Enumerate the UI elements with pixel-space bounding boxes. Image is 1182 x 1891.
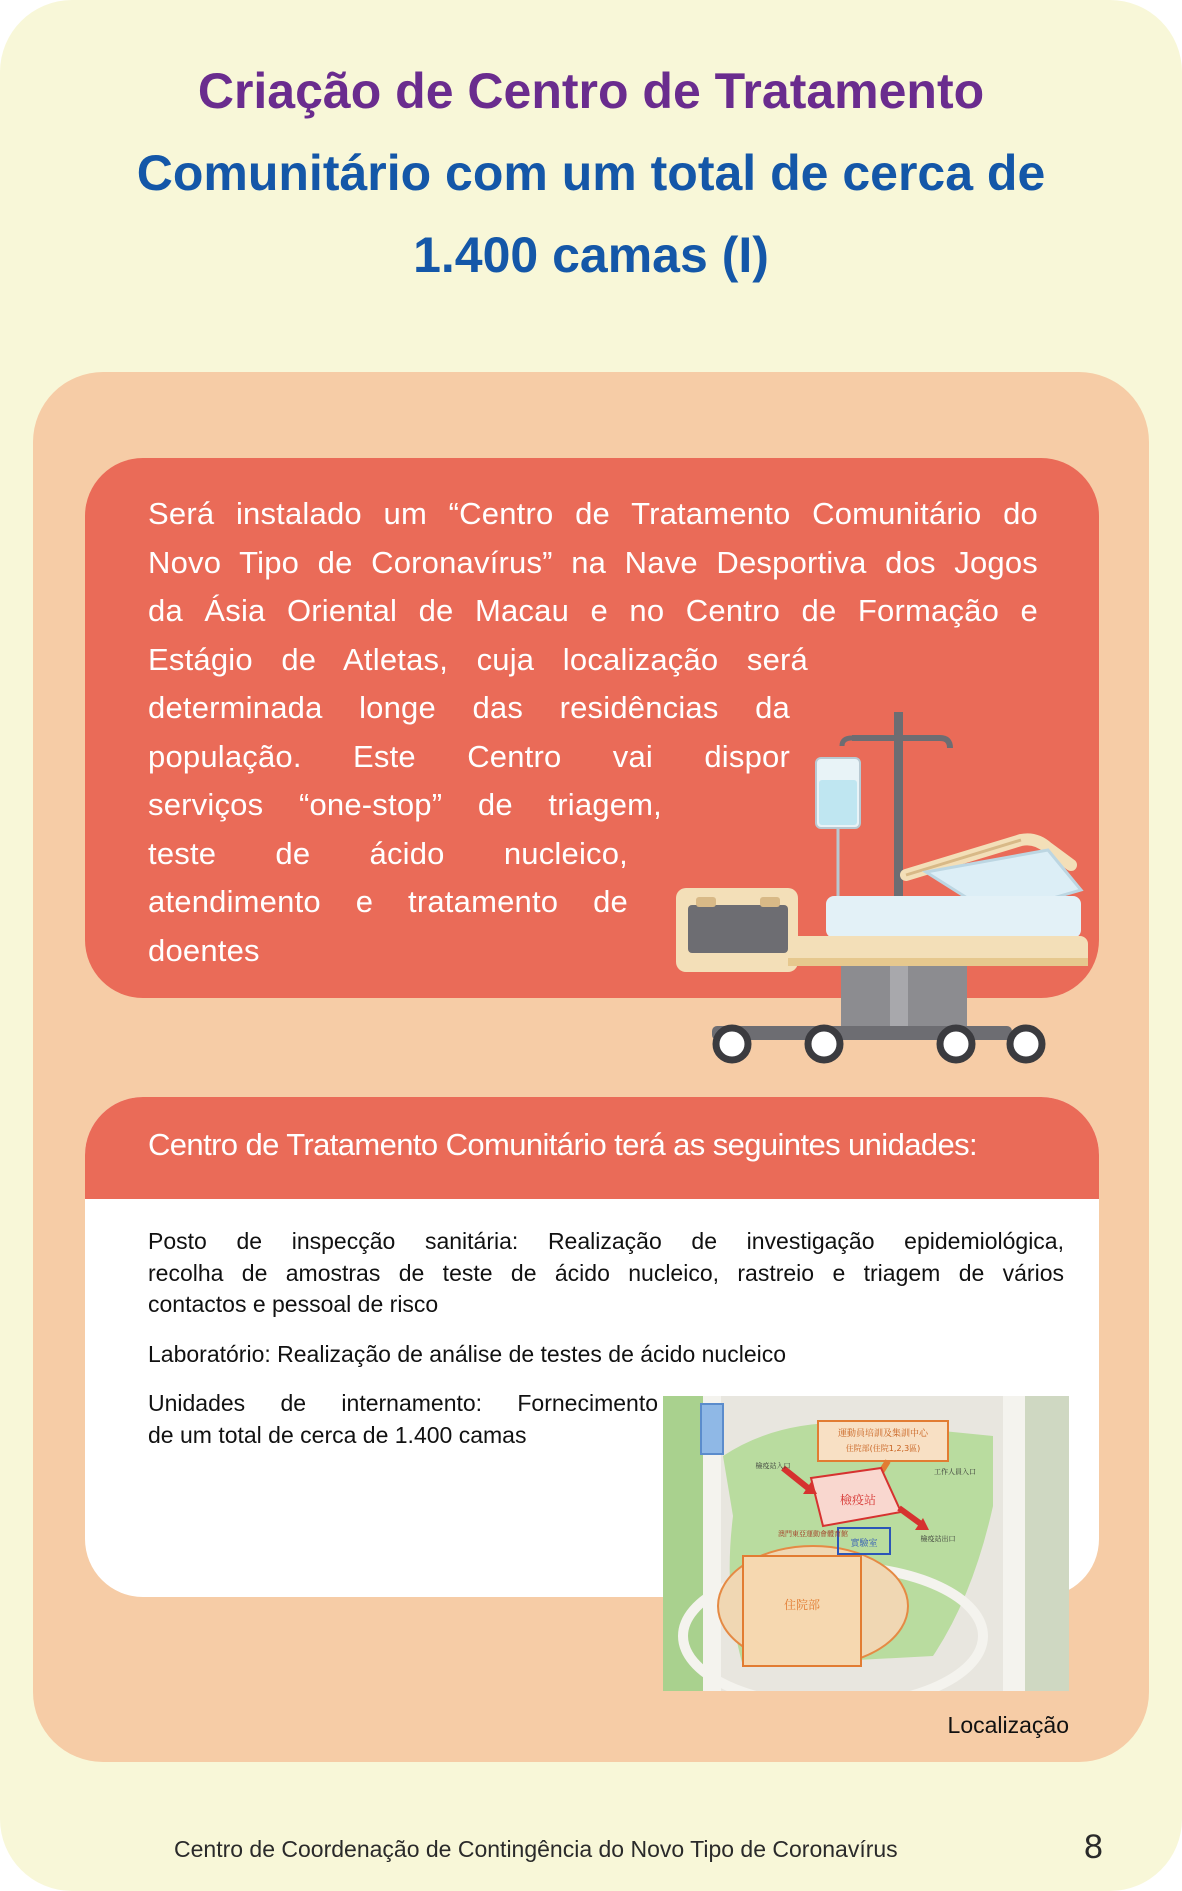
- map-label-inpatient-dome: 住院部: [783, 1598, 821, 1612]
- map-label-exit: 檢疫站出口: [920, 1535, 956, 1543]
- map-label-inspection-station: 檢疫站: [839, 1493, 877, 1507]
- intro-line: determinada longe das residências da: [148, 690, 790, 725]
- footer-text: Centro de Coordenação de Contingência do Novo Tipo de Coronavírus: [174, 1836, 898, 1862]
- map-label-inspection-entrance: 檢疫站入口: [755, 1462, 791, 1470]
- intro-line: doentes: [148, 932, 260, 968]
- title-line-3: 1.400 camas (I): [413, 227, 769, 283]
- intro-line: Estágio de Atletas, cuja localização será: [148, 641, 808, 677]
- title-line-2: Comunitário com um total de cerca de: [136, 145, 1046, 201]
- map-label-staff-entrance: 工作人員入口: [934, 1468, 976, 1476]
- location-map: [663, 1396, 1069, 1691]
- unit-line: Posto de inspecção sanitária: Realização de investigação epidemiológica,: [148, 1228, 1064, 1254]
- map-label-lab: 實驗室: [850, 1539, 878, 1549]
- page-number: 8: [1084, 1828, 1103, 1866]
- map-label-training-center: 運動員培訓及集訓中心: [837, 1429, 929, 1439]
- intro-line: atendimento e tratamento de: [148, 884, 628, 919]
- intro-line: teste de ácido nucleico,: [148, 835, 628, 871]
- map-label-inpatient-123: 住院部(住院1,2,3區): [845, 1444, 921, 1453]
- unit-inspection-post: [148, 1226, 1064, 1321]
- hospital-bed-icon: [676, 700, 1108, 1068]
- intro-line: da Ásia Oriental de Macau e no Centro de Formação e: [148, 593, 1038, 628]
- units-card-header: [85, 1097, 1099, 1199]
- intro-line: serviços “one-stop” de triagem,: [148, 787, 662, 822]
- unit-line: contactos e pessoal de risco: [148, 1291, 439, 1317]
- intro-line: população. Este Centro vai dispor: [148, 738, 790, 774]
- unit-line: recolha de amostras de teste de ácido nucleico, rastreio e triagem de vários: [148, 1259, 1064, 1286]
- unit-line: de um total de cerca de 1.400 camas: [148, 1421, 527, 1448]
- title-line-1: Criação de Centro de Tratamento: [197, 63, 985, 119]
- units-heading: Centro de Tratamento Comunitário terá as seguintes unidades:: [148, 1127, 978, 1162]
- unit-inpatient: [148, 1388, 658, 1451]
- intro-line: Novo Tipo de Coronavírus” na Nave Desportiva dos Jogos: [148, 544, 1038, 580]
- map-label-dome: 澳門東亞運動會體育館: [778, 1530, 848, 1538]
- map-caption: Localização: [947, 1712, 1069, 1738]
- intro-line: Será instalado um “Centro de Tratamento Comunitário do: [148, 496, 1038, 531]
- unit-laboratory: Laboratório: Realização de análise de testes de ácido nucleico: [148, 1341, 787, 1367]
- unit-line: Unidades de internamento: Fornecimento: [148, 1390, 658, 1416]
